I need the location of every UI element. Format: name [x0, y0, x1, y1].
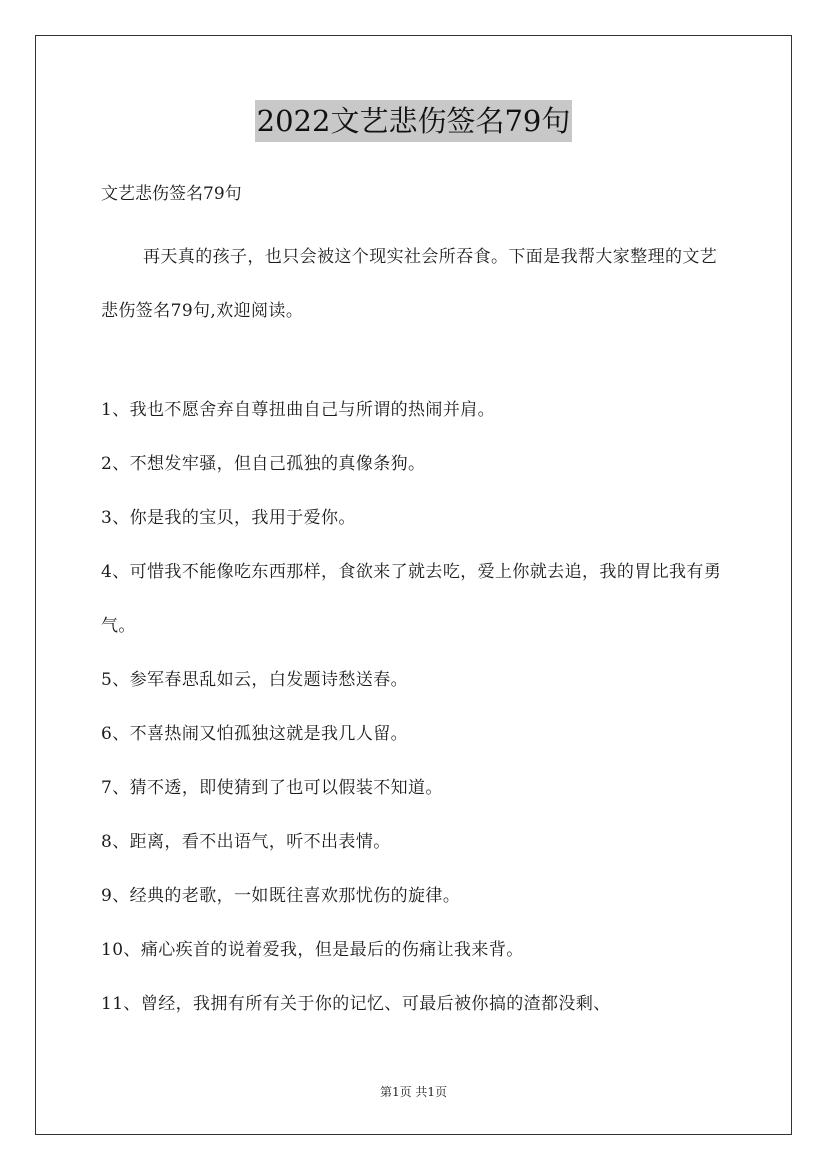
signature-list: [101, 383, 731, 1031]
list-item: 5、参军春思乱如云，白发题诗愁送春。: [101, 670, 409, 690]
intro-paragraph: 再天真的孩子，也只会被这个现实社会所吞食。下面是我帮大家整理的文艺悲伤签名79句,欢迎阅读。: [101, 247, 718, 321]
list-item: 4、可惜我不能像吃东西那样，食欲来了就去吃，爱上你就去追，我的胃比我有勇气。: [101, 562, 722, 636]
document-subtitle: 文艺悲伤签名79句: [101, 184, 242, 204]
list-item: 6、不喜热闹又怕孤独这就是我几人留。: [101, 724, 409, 744]
list-item: 3、你是我的宝贝，我用于爱你。: [101, 508, 356, 528]
list-item: 8、距离，看不出语气，听不出表情。: [101, 832, 391, 852]
list-item: 7、猜不透，即使猜到了也可以假装不知道。: [101, 778, 443, 798]
list-item: 10、痛心疾首的说着爱我，但是最后的伤痛让我来背。: [101, 940, 524, 960]
page-number-footer: 第1页 共1页: [379, 1085, 448, 1099]
title-container: [0, 100, 827, 142]
list-item: 9、经典的老歌，一如既往喜欢那忧伤的旋律。: [101, 886, 461, 906]
list-item: 2、不想发牢骚，但自己孤独的真像条狗。: [101, 454, 426, 474]
document-title: 2022文艺悲伤签名79句: [255, 100, 573, 142]
list-item: 11、曾经，我拥有所有关于你的记忆、可最后被你搞的渣都没剩、: [101, 994, 611, 1014]
list-item: 1、我也不愿舍弃自尊扭曲自己与所谓的热闹并肩。: [101, 400, 496, 420]
